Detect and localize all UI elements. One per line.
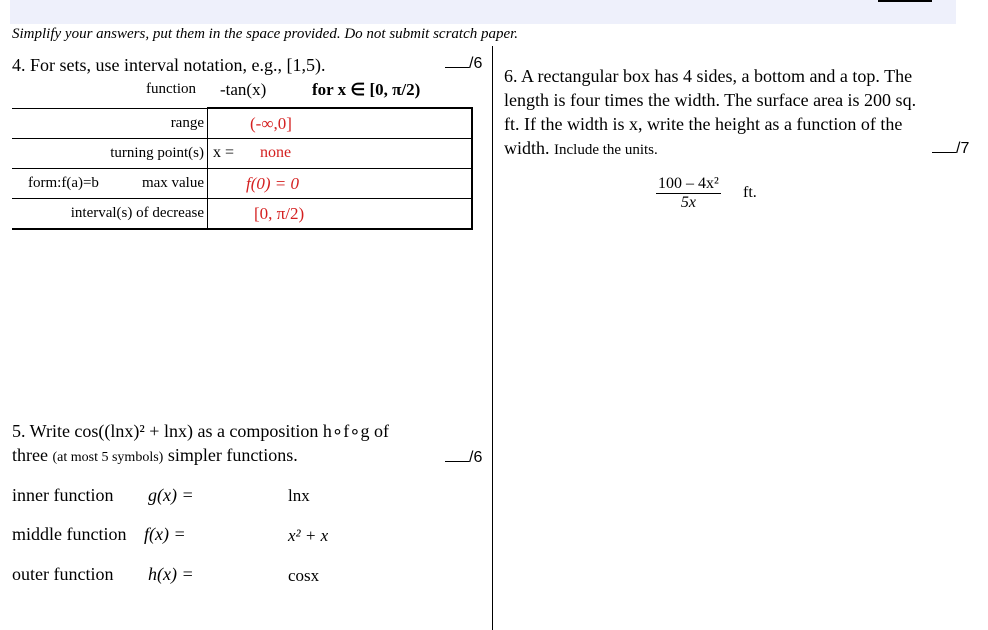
q5-score-text: /6: [469, 449, 483, 466]
decrease-answer: [0, π/2): [254, 204, 305, 223]
q6-answer-fraction: [656, 175, 721, 212]
q6-score: [932, 140, 969, 158]
q5-inner-answer: lnx: [288, 486, 310, 505]
q4-score: [445, 55, 482, 73]
q6-answer-unit: ft.: [743, 184, 757, 201]
q6-answer-numerator: 100 – 4x²: [658, 175, 719, 192]
q6-line1: 6. A rectangular box has 4 sides, a bottom and a top. The: [504, 66, 913, 86]
top-banner: [10, 0, 956, 24]
q5-middle-fn: f(x) =: [144, 524, 186, 544]
turning-point-prefix: x =: [213, 144, 235, 161]
range-answer: (-∞,0]: [250, 114, 292, 133]
column-divider: [492, 46, 493, 630]
q6-line2: length is four times the width. The surface area is 200 sq.: [504, 90, 917, 110]
q4-header: 4. For sets, use interval notation, e.g., [1,5).: [12, 55, 326, 75]
q4-function-value: -tan(x): [220, 80, 267, 99]
q5-score: [445, 449, 482, 467]
q4-score-text: /6: [469, 55, 483, 72]
q5-line1: 5. Write cos((lnx)² + lnx) as a composition h∘f∘g of: [12, 421, 389, 441]
q4-domain: for x ∈ [0, π/2): [312, 80, 421, 99]
q5-outer-fn: h(x) =: [148, 564, 194, 584]
top-rule: [878, 0, 932, 2]
q4-table: [12, 107, 473, 230]
form-label: form:f(a)=b: [28, 175, 99, 191]
row-label: turning point(s): [12, 139, 208, 169]
q6-line3: ft. If the width is x, write the height as a function of the: [504, 114, 903, 134]
instructions: Simplify your answers, put them in the space provided. Do not submit scratch paper.: [12, 26, 519, 42]
q5-line2-b: (at most 5 symbols): [52, 450, 164, 465]
table-row: [12, 199, 472, 230]
q5-middle-label: middle function: [12, 524, 127, 544]
q5-outer-label: outer function: [12, 564, 114, 584]
q5-line2-c: simpler functions.: [167, 445, 298, 465]
row-label: interval(s) of decrease: [12, 199, 208, 230]
q5-middle-answer: x² + x: [288, 526, 329, 545]
q6-score-text: /7: [956, 140, 970, 157]
q5-inner-fn: g(x) =: [148, 485, 194, 505]
q5-inner-label: inner function: [12, 485, 114, 505]
q5-outer-answer: cosx: [288, 566, 320, 585]
table-row: [12, 139, 472, 169]
table-row: [12, 108, 472, 139]
max-value-answer: f(0) = 0: [246, 174, 300, 193]
q6-line4-a: width.: [504, 138, 550, 158]
q6-line4: [504, 138, 658, 159]
row-label: max value: [141, 175, 204, 191]
turning-point-answer: none: [260, 144, 292, 161]
q4-function-label: function: [146, 81, 196, 97]
table-row: [12, 169, 472, 199]
row-label: range: [12, 108, 208, 139]
q5-line2: [12, 445, 298, 466]
q6-line4-b: Include the units.: [554, 142, 658, 158]
q6-answer-denominator: 5x: [680, 194, 696, 211]
q5-line2-a: three: [12, 445, 48, 465]
